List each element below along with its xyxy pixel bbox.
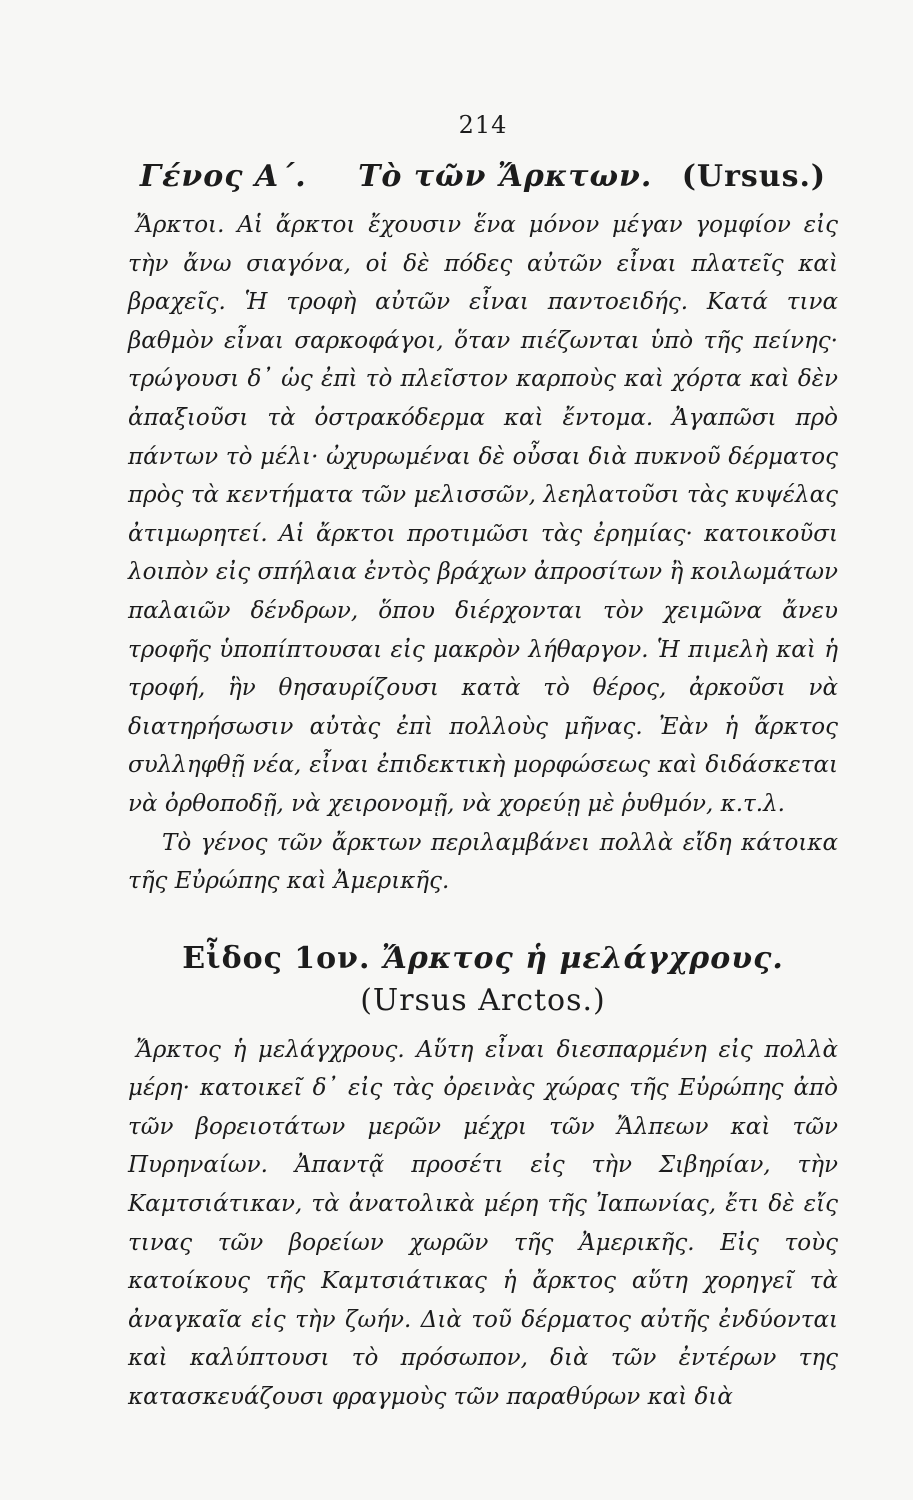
genus-species-note: Τὸ γένος τῶν ἄρκτων περιλαμβάνει πολλὰ εἴδη κάτοικα τῆς Εὐρώπης καὶ Ἀμερικῆς. <box>128 829 838 895</box>
page-number: 214 <box>458 111 508 139</box>
species-latin-name: (Ursus Arctos.) <box>360 982 606 1018</box>
genus-label: Γένος Α΄. <box>139 159 307 194</box>
genus-description: Ἄρκτοι. Αἱ ἄρκτοι ἔχουσιν ἕνα μόνον μέγαν γομφίον εἰς τὴν ἄνω σιαγόνα, οἱ δὲ πόδες αὐτῶν εἶναι πλατεῖς καὶ βραχεῖς. Ἡ τροφὴ αὐτῶν εἶναι παντοειδής. Κατά τινα βαθμὸν εἶναι σαρκοφάγοι, ὅταν πιέζωνται ὑπὸ τῆς πείνης· τρώγουσι δ᾽ ὡς ἐπὶ τὸ πλεῖστον καρποὺς καὶ χόρτα καὶ δὲν ἀπαξιοῦσι τὰ ὀστρακόδερμα καὶ ἔντομα. Ἀγαπῶσι πρὸ πάντων τὸ μέλι· ὠχυρωμέναι δὲ οὖσαι διὰ πυκνοῦ δέρματος πρὸς τὰ κεντήματα τῶν μελισσῶν, λεηλατοῦσι τὰς κυψέλας ἀτιμωρητεί. Αἱ ἄρκτοι προτιμῶσι τὰς ἐρημίας· κατοικοῦσι λοιπὸν εἰς σπήλαια ἐντὸς βράχων ἀπροσίτων ἢ κοιλωμάτων παλαιῶν δένδρων, ὅπου διέρχονται τὸν χειμῶνα ἄνευ τροφῆς ὑποπίπτουσαι εἰς μακρὸν λήθαργον. Ἡ πιμελὴ καὶ ἡ τροφή, ἣν θησαυρίζουσι κατὰ τὸ θέρος, ἀρκοῦσι νὰ διατηρήσωσιν αὐτὰς ἐπὶ πολλοὺς μῆνας. Ἐὰν ἡ ἄρκτος συλληφθῇ νέα, εἶναι ἐπιδεκτικὴ μορφώσεως καὶ διδάσκεται νὰ ὀρθοποδῇ, νὰ χειρονομῇ, νὰ χορεύῃ μὲ ῥυθμόν, κ.τ.λ. <box>128 212 838 817</box>
species-description: Ἄρκτος ἡ μελάγχρους. Αὕτη εἶναι διεσπαρμένη εἰς πολλὰ μέρη· κατοικεῖ δ᾽ εἰς τὰς ὀρεινὰς χώρας τῆς Εὐρώπης ἀπὸ τῶν βορειοτάτων μερῶν μέχρι τῶν Ἄλπεων καὶ τῶν Πυρηναίων. Ἀπαντᾷ προσέτι εἰς τὴν Σιβηρίαν, τὴν Καμτσιάτικαν, τὰ ἀνατολικὰ μέρη τῆς Ἰαπωνίας, ἔτι δὲ εἴς τινας τῶν βορείων χωρῶν τῆς Ἀμερικῆς. Εἰς τοὺς κατοίκους τῆς Καμτσιάτικας ἡ ἄρκτος αὕτη χορηγεῖ τὰ ἀναγκαῖα εἰς τὴν ζωήν. Διὰ τοῦ δέρματος αὐτῆς ἐνδύονται καὶ καλύπτουσι τὸ πρόσωπον, διὰ τῶν ἐντέρων της κατασκευάζουσι φραγμοὺς τῶν παραθύρων καὶ διὰ <box>128 1036 838 1411</box>
species-name: Ἄρκτος ἡ μελάγχρους. <box>381 940 784 976</box>
species-label: Εἶδος 1ον. <box>182 940 371 976</box>
book-page <box>128 110 838 1417</box>
genus-title: Τὸ τῶν Ἄρκτων. <box>358 159 653 194</box>
genus-heading <box>128 154 838 200</box>
species-heading <box>128 937 838 981</box>
genus-latin-name: (Ursus.) <box>681 159 827 194</box>
